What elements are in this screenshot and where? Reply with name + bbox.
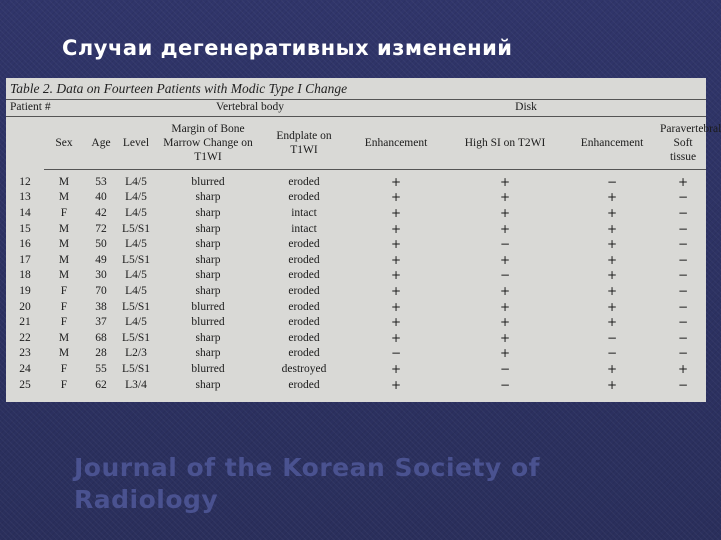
table-cell: + [499, 283, 511, 298]
table-cell: + [390, 252, 402, 267]
table-cell: − [678, 268, 689, 283]
table-cell: + [390, 361, 402, 376]
table-cell: 24 [19, 362, 31, 375]
table-cell: M [58, 347, 70, 360]
table-cell: − [499, 237, 511, 252]
journal-source-text: Journal of the Korean Society of Radiology [74, 453, 540, 514]
table-cell: 70 [95, 284, 107, 297]
table-cell: F [60, 206, 68, 219]
table-cell: + [499, 299, 511, 314]
table-cell: − [606, 346, 618, 361]
table-cell: blurred [191, 175, 225, 188]
table-cell: M [58, 222, 70, 235]
table-cell: + [390, 330, 402, 345]
table-cell: L5/S1 [121, 253, 151, 266]
table-cell: + [390, 190, 402, 205]
table-cell: + [606, 221, 618, 236]
table-cell: + [499, 190, 511, 205]
table-cell: 38 [95, 300, 107, 313]
table-cell: M [58, 175, 70, 188]
table-cell: + [606, 205, 618, 220]
table-cell: − [390, 346, 402, 361]
table-cell: + [390, 283, 402, 298]
table-row [6, 170, 706, 190]
table-cell: L2/3 [125, 347, 147, 360]
table-cell: + [606, 361, 618, 376]
table-cell: L4/5 [125, 238, 147, 251]
table-cell: 23 [19, 347, 31, 360]
table-cell: + [606, 283, 618, 298]
table-cell: − [678, 205, 689, 220]
table-cell: 19 [19, 284, 31, 297]
table-row [6, 330, 706, 346]
table-cell: + [390, 174, 402, 189]
table-cell: blurred [191, 362, 225, 375]
table-cell: − [606, 330, 618, 345]
table-cell: 21 [19, 316, 31, 329]
table-cell: sharp [195, 206, 221, 219]
table-cell: eroded [288, 284, 320, 297]
table-cell: intact [291, 222, 317, 235]
column-header: Enhancement [346, 117, 446, 170]
column-header-row [6, 117, 706, 170]
column-header [6, 117, 44, 170]
table-cell: blurred [191, 300, 225, 313]
table-cell: + [499, 221, 511, 236]
table-cell: 30 [95, 269, 107, 282]
table-cell: 18 [19, 269, 31, 282]
table-cell: + [390, 205, 402, 220]
table-cell: sharp [195, 191, 221, 204]
table-cell: 20 [19, 300, 31, 313]
table-cell: sharp [195, 347, 221, 360]
table-cell: M [58, 191, 70, 204]
table-cell: + [390, 237, 402, 252]
table-row [6, 236, 706, 252]
table-cell: 15 [19, 222, 31, 235]
table-cell: L4/5 [125, 191, 147, 204]
table-cell: F [60, 378, 68, 391]
table-cell: 40 [95, 191, 107, 204]
table-row [6, 314, 706, 330]
table-row [6, 361, 706, 377]
table-cell: + [499, 205, 511, 220]
table-cell: + [606, 237, 618, 252]
group-header-row [6, 100, 706, 117]
table-cell: − [678, 346, 689, 361]
column-header: Margin of Bone Marrow Change on T1WI [154, 117, 262, 170]
table-cell: − [678, 330, 689, 345]
group-header-disk: Disk [346, 100, 706, 117]
table-row [6, 346, 706, 362]
table-cell: F [60, 316, 68, 329]
table-cell: + [499, 174, 511, 189]
table-cell: sharp [195, 331, 221, 344]
table-cell: eroded [288, 238, 320, 251]
table-cell: − [678, 299, 689, 314]
table-cell: − [678, 221, 689, 236]
data-table [6, 100, 721, 392]
table-cell: + [390, 315, 402, 330]
table-cell: 55 [95, 362, 107, 375]
table-cell: sharp [195, 238, 221, 251]
table-cell: 16 [19, 238, 31, 251]
table-cell: sharp [195, 253, 221, 266]
column-header: Age [84, 117, 118, 170]
table-cell: F [60, 362, 68, 375]
table-cell: 50 [95, 238, 107, 251]
table-row [6, 299, 706, 315]
table-cell: 17 [19, 253, 31, 266]
table-cell: blurred [191, 316, 225, 329]
table-cell: eroded [288, 300, 320, 313]
table-cell: 49 [95, 253, 107, 266]
table-cell: eroded [288, 269, 320, 282]
table-cell: L5/S1 [121, 300, 151, 313]
table-cell: L4/5 [125, 175, 147, 188]
table-cell: 12 [19, 175, 31, 188]
table-cell: L4/5 [125, 206, 147, 219]
table-cell: 22 [19, 331, 31, 344]
table-cell: L5/S1 [121, 331, 151, 344]
table-cell: + [606, 377, 618, 392]
table-cell: M [58, 253, 70, 266]
table-cell: eroded [288, 316, 320, 329]
table-cell: L4/5 [125, 284, 147, 297]
table-cell: M [58, 331, 70, 344]
table-cell: − [678, 283, 689, 298]
table-cell: + [606, 268, 618, 283]
table-cell: eroded [288, 191, 320, 204]
table-cell: M [58, 238, 70, 251]
table-cell: F [60, 300, 68, 313]
table-cell: 68 [95, 331, 107, 344]
table-cell: + [390, 268, 402, 283]
table-cell: eroded [288, 378, 320, 391]
table-cell: eroded [288, 253, 320, 266]
table-cell: L5/S1 [121, 362, 151, 375]
table-cell: + [499, 346, 511, 361]
table-cell: eroded [288, 175, 320, 188]
table-cell: 62 [95, 378, 107, 391]
table-cell: + [390, 377, 402, 392]
table-cell: + [390, 221, 402, 236]
table-cell: + [606, 190, 618, 205]
table-cell: − [678, 252, 689, 267]
table-cell: sharp [195, 284, 221, 297]
table-row [6, 377, 706, 393]
table-cell: + [499, 252, 511, 267]
table-cell: − [499, 268, 511, 283]
table-cell: L5/S1 [121, 222, 151, 235]
table-cell: − [678, 190, 689, 205]
table-cell: + [606, 315, 618, 330]
column-header: Endplate on T1WI [262, 117, 346, 170]
table-cell: M [58, 269, 70, 282]
group-header-vertebral-body: Vertebral body [154, 100, 346, 117]
table-row [6, 283, 706, 299]
table-cell: − [499, 361, 511, 376]
table-cell: 53 [95, 175, 107, 188]
table-cell: + [606, 299, 618, 314]
table-cell: + [390, 299, 402, 314]
table-cell: sharp [195, 269, 221, 282]
table-row [6, 252, 706, 268]
table-cell: 14 [19, 206, 31, 219]
table-cell: 42 [95, 206, 107, 219]
column-header: Enhancement [564, 117, 660, 170]
table-cell: − [499, 377, 511, 392]
table-row [6, 190, 706, 206]
table-cell: sharp [195, 222, 221, 235]
table-cell: − [678, 237, 689, 252]
table-cell: + [499, 330, 511, 345]
table-cell: 25 [19, 378, 31, 391]
column-header: High SI on T2WI [446, 117, 564, 170]
table-cell: sharp [195, 378, 221, 391]
table-cell: L4/5 [125, 269, 147, 282]
slide-title: Случаи дегенеративных изменений [62, 36, 513, 60]
table-cell: 13 [19, 191, 31, 204]
table-cell: L4/5 [125, 316, 147, 329]
table-cell: − [678, 377, 689, 392]
table-cell: intact [291, 206, 317, 219]
table-cell: L3/4 [125, 378, 147, 391]
table-cell: 28 [95, 347, 107, 360]
table-row [6, 221, 706, 237]
table-cell: + [678, 174, 689, 189]
table-cell: − [606, 174, 618, 189]
table-row [6, 268, 706, 284]
column-header: Level [118, 117, 154, 170]
table-cell: − [678, 315, 689, 330]
table-cell: + [499, 315, 511, 330]
table-body [6, 170, 706, 393]
table-cell: F [60, 284, 68, 297]
table-cell: eroded [288, 347, 320, 360]
column-header: Sex [44, 117, 84, 170]
table-cell: + [678, 361, 689, 376]
table-cell: destroyed [281, 362, 327, 375]
table-cell: + [606, 252, 618, 267]
table-cell: 72 [95, 222, 107, 235]
column-header: Paravertebral Soft tissue [660, 117, 706, 170]
table-cell: eroded [288, 331, 320, 344]
table-caption: Table 2. Data on Fourteen Patients with Modic Type I Change [6, 78, 706, 100]
group-header-patient: Patient # [6, 100, 154, 117]
table-cell: 37 [95, 316, 107, 329]
table-row [6, 205, 706, 221]
table-image [6, 78, 721, 402]
